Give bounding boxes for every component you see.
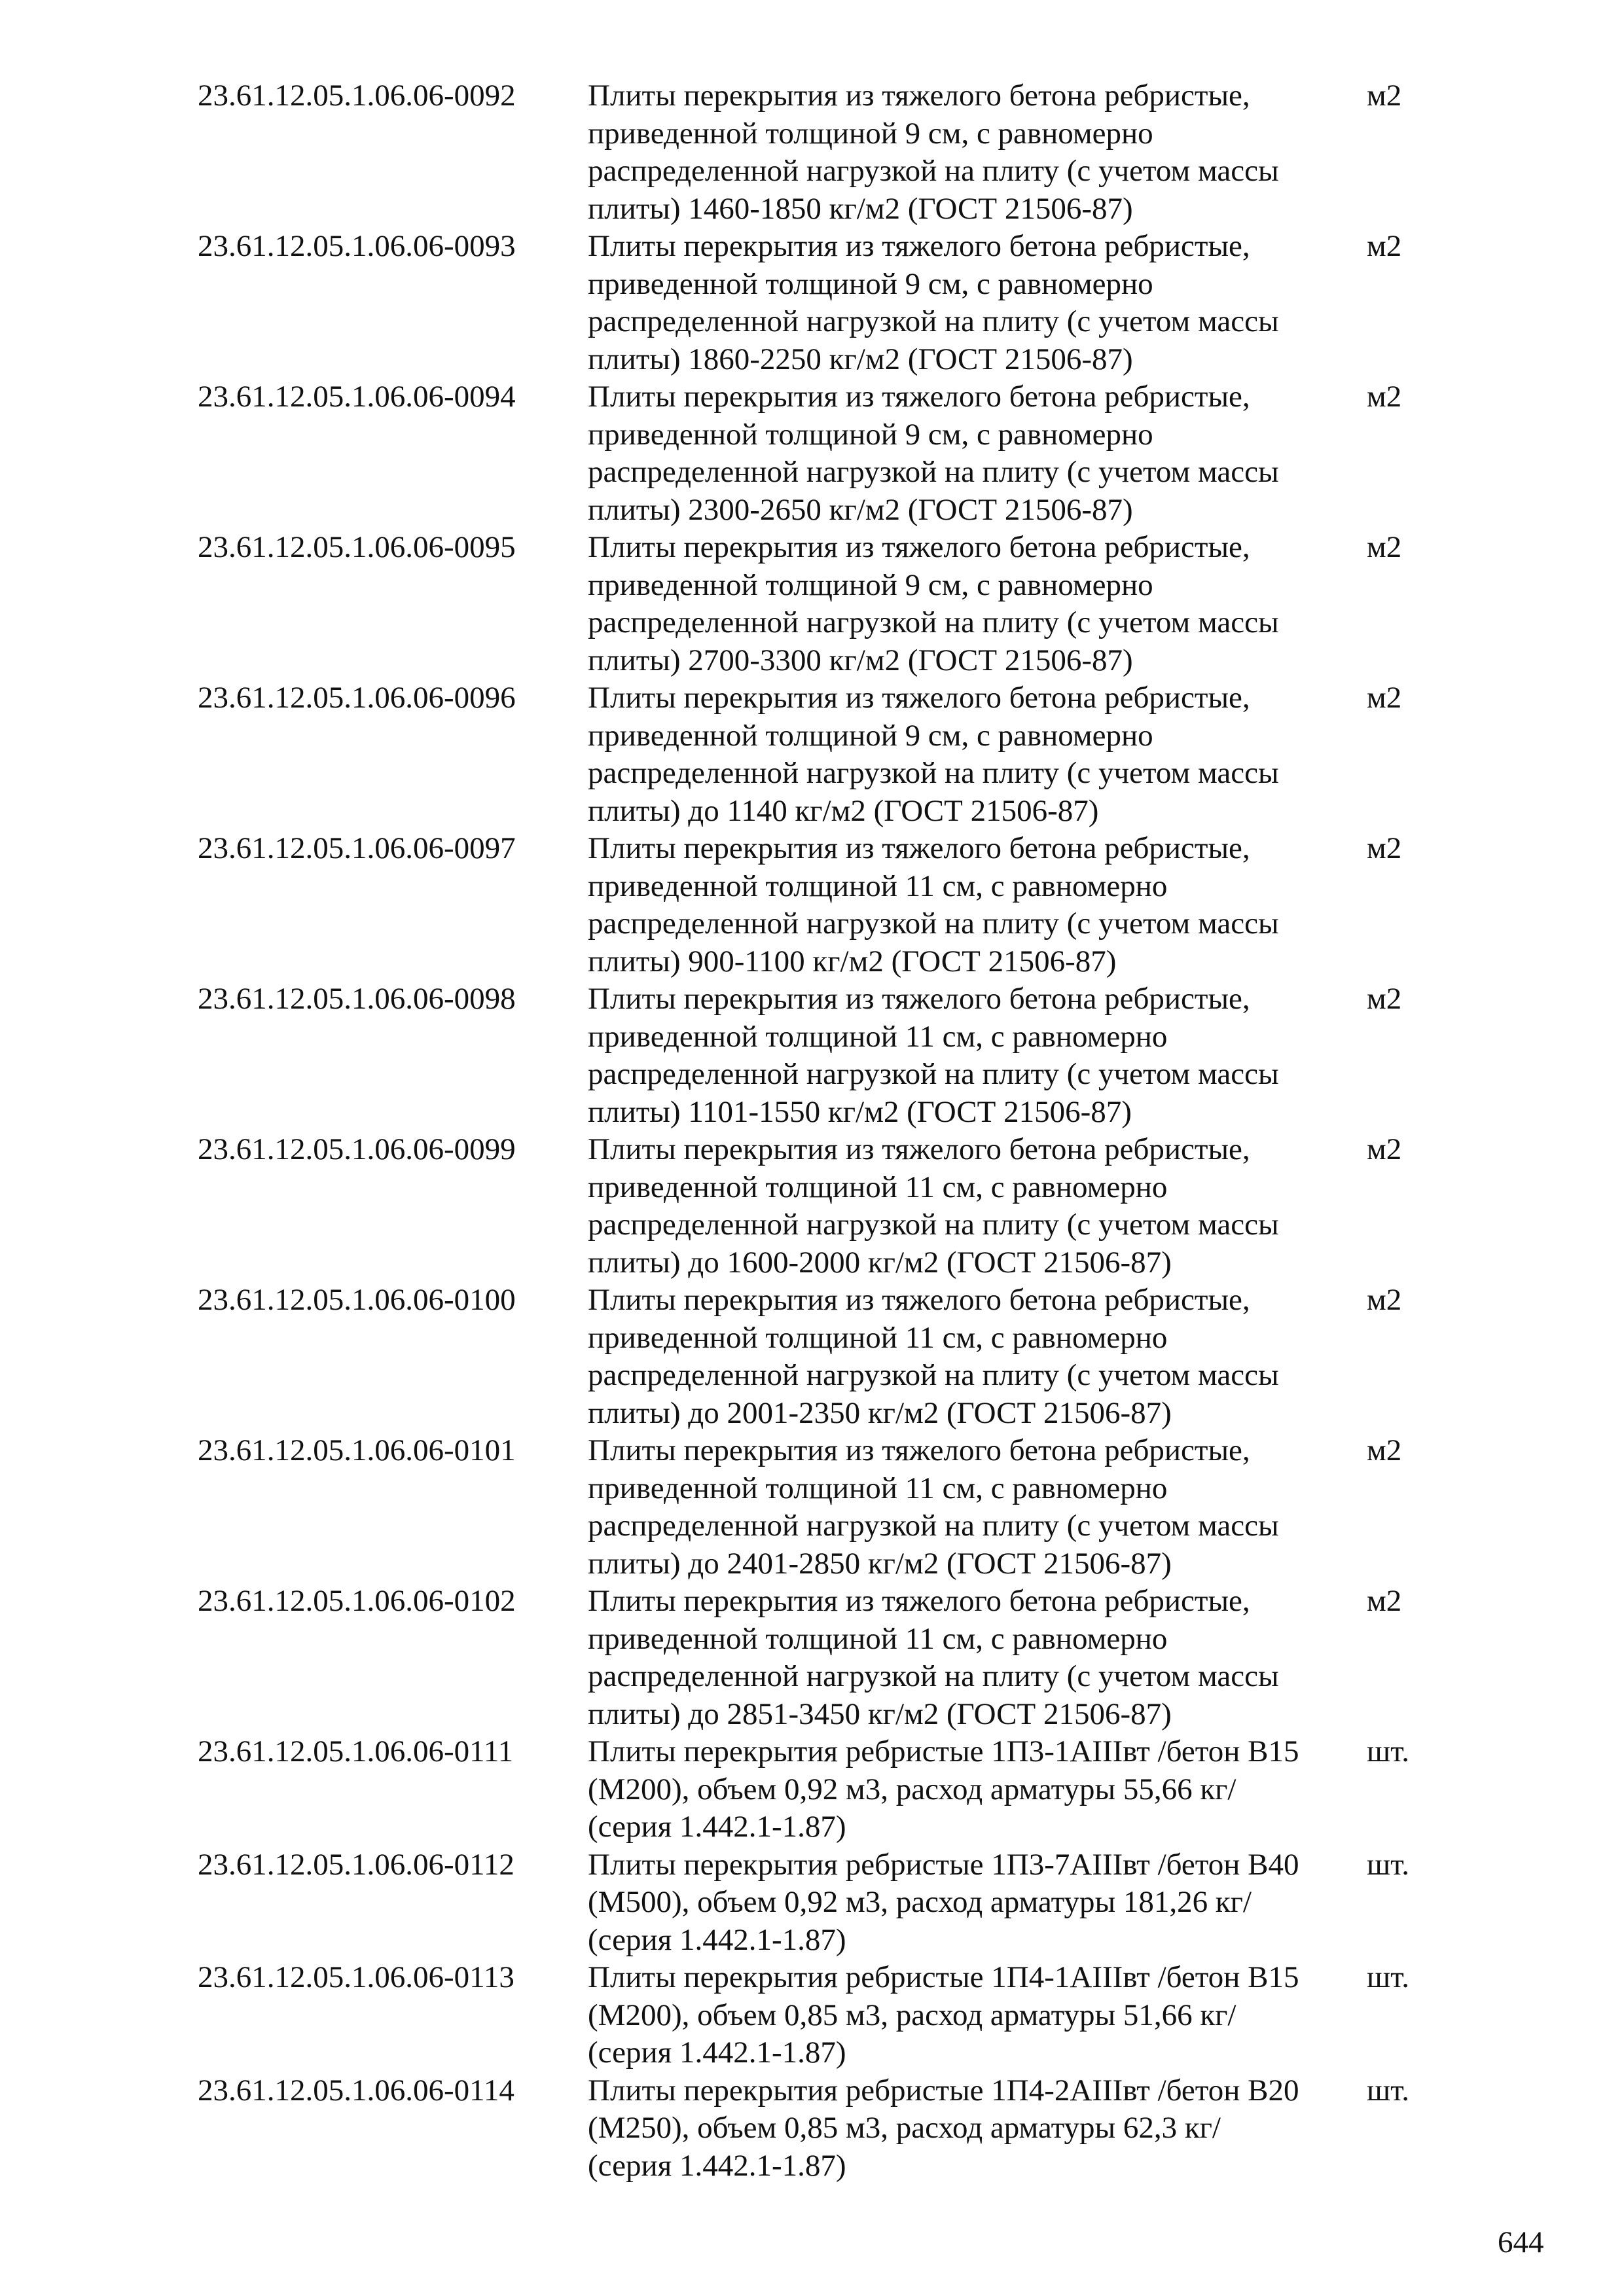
table-row — [198, 1846, 1428, 1960]
unit-of-measure: м2 — [1367, 530, 1402, 564]
description-line: плиты) 1460-1850 кг/м2 (ГОСТ 21506-87) — [588, 191, 1133, 226]
unit-of-measure: м2 — [1367, 831, 1402, 865]
resource-code: 23.61.12.05.1.06.06-0096 — [198, 681, 516, 715]
table-row — [198, 1959, 1428, 2072]
description-line: (серия 1.442.1-1.87) — [588, 1922, 846, 1957]
description-line: Плиты перекрытия из тяжелого бетона ребристые, — [588, 530, 1250, 564]
resource-code: 23.61.12.05.1.06.06-0100 — [198, 1283, 516, 1317]
description-line: распределенной нагрузкой на плиту (с учетом массы — [588, 1358, 1279, 1392]
table-row — [198, 1131, 1428, 1282]
resource-description — [588, 77, 1360, 228]
unit-of-measure: шт. — [1367, 1960, 1409, 1994]
description-line: Плиты перекрытия из тяжелого бетона ребристые, — [588, 1584, 1250, 1618]
description-line: плиты) до 1140 кг/м2 (ГОСТ 21506-87) — [588, 793, 1099, 828]
description-line: Плиты перекрытия ребристые 1П4-1АIIIвт /бетон В15 — [588, 1960, 1299, 1994]
resource-table — [198, 77, 1428, 2185]
unit-of-measure: шт. — [1367, 1734, 1409, 1768]
description-line: распределенной нагрузкой на плиту (с учетом массы — [588, 304, 1279, 338]
description-line: приведенной толщиной 9 см, с равномерно — [588, 417, 1153, 452]
resource-code: 23.61.12.05.1.06.06-0093 — [198, 229, 516, 263]
resource-description — [588, 1583, 1360, 1733]
description-line: Плиты перекрытия из тяжелого бетона ребристые, — [588, 831, 1250, 865]
resource-description — [588, 378, 1360, 529]
description-line: плиты) 900-1100 кг/м2 (ГОСТ 21506-87) — [588, 944, 1117, 978]
resource-description — [588, 980, 1360, 1131]
resource-description — [588, 228, 1360, 378]
unit-of-measure: м2 — [1367, 1433, 1402, 1467]
resource-description — [588, 830, 1360, 980]
table-row — [198, 1733, 1428, 1846]
description-line: распределенной нагрузкой на плиту (с учетом массы — [588, 605, 1279, 639]
description-line: приведенной толщиной 9 см, с равномерно — [588, 266, 1153, 301]
resource-description — [588, 2072, 1360, 2185]
table-row — [198, 529, 1428, 679]
table-row — [198, 1432, 1428, 1583]
description-line: Плиты перекрытия из тяжелого бетона ребристые, — [588, 1433, 1250, 1467]
table-row — [198, 980, 1428, 1131]
description-line: Плиты перекрытия из тяжелого бетона ребристые, — [588, 229, 1250, 263]
description-line: приведенной толщиной 11 см, с равномерно — [588, 1320, 1168, 1355]
description-line: (серия 1.442.1-1.87) — [588, 2148, 846, 2183]
unit-of-measure: м2 — [1367, 982, 1402, 1016]
table-row — [198, 228, 1428, 378]
description-line: Плиты перекрытия ребристые 1П4-2АIIIвт /бетон В20 — [588, 2073, 1299, 2108]
description-line: (серия 1.442.1-1.87) — [588, 2036, 846, 2070]
resource-description — [588, 1131, 1360, 1282]
description-line: приведенной толщиной 11 см, с равномерно — [588, 869, 1168, 903]
description-line: (серия 1.442.1-1.87) — [588, 1810, 846, 1844]
description-line: распределенной нагрузкой на плиту (с учетом массы — [588, 906, 1279, 941]
description-line: распределенной нагрузкой на плиту (с учетом массы — [588, 455, 1279, 489]
resource-description — [588, 1733, 1360, 1846]
unit-of-measure: шт. — [1367, 2073, 1409, 2108]
unit-of-measure: м2 — [1367, 1132, 1402, 1166]
description-line: плиты) до 2401-2850 кг/м2 (ГОСТ 21506-87) — [588, 1546, 1172, 1581]
description-line: приведенной толщиной 11 см, с равномерно — [588, 1019, 1168, 1054]
description-line: приведенной толщиной 11 см, с равномерно — [588, 1170, 1168, 1204]
description-line: (М500), объем 0,92 м3, расход арматуры 181,26 кг/ — [588, 1885, 1252, 1919]
page-number: 644 — [1498, 2225, 1544, 2259]
resource-code: 23.61.12.05.1.06.06-0099 — [198, 1132, 516, 1166]
description-line: плиты) 1860-2250 кг/м2 (ГОСТ 21506-87) — [588, 342, 1133, 376]
description-line: плиты) до 1600-2000 кг/м2 (ГОСТ 21506-87) — [588, 1245, 1172, 1280]
resource-code: 23.61.12.05.1.06.06-0111 — [198, 1734, 514, 1768]
unit-of-measure: м2 — [1367, 1283, 1402, 1317]
description-line: Плиты перекрытия ребристые 1П3-7АIIIвт /бетон В40 — [588, 1847, 1299, 1882]
description-line: плиты) до 2851-3450 кг/м2 (ГОСТ 21506-87) — [588, 1696, 1172, 1731]
resource-description — [588, 1959, 1360, 2072]
description-line: приведенной толщиной 9 см, с равномерно — [588, 567, 1153, 602]
description-line: плиты) 2300-2650 кг/м2 (ГОСТ 21506-87) — [588, 492, 1133, 527]
description-line: плиты) до 2001-2350 кг/м2 (ГОСТ 21506-87) — [588, 1395, 1172, 1430]
description-line: (М200), объем 0,85 м3, расход арматуры 51,66 кг/ — [588, 1998, 1236, 2032]
description-line: Плиты перекрытия из тяжелого бетона ребристые, — [588, 380, 1250, 414]
resource-description — [588, 1432, 1360, 1583]
table-row — [198, 830, 1428, 980]
unit-of-measure: м2 — [1367, 681, 1402, 715]
resource-description — [588, 1846, 1360, 1960]
unit-of-measure: шт. — [1367, 1847, 1409, 1882]
table-row — [198, 2072, 1428, 2185]
unit-of-measure: м2 — [1367, 1584, 1402, 1618]
resource-code: 23.61.12.05.1.06.06-0098 — [198, 982, 516, 1016]
resource-code: 23.61.12.05.1.06.06-0097 — [198, 831, 516, 865]
description-line: (М200), объем 0,92 м3, расход арматуры 55,66 кг/ — [588, 1772, 1236, 1806]
description-line: распределенной нагрузкой на плиту (с учетом массы — [588, 1509, 1279, 1543]
description-line: распределенной нагрузкой на плиту (с учетом массы — [588, 1057, 1279, 1091]
resource-description — [588, 679, 1360, 830]
description-line: распределенной нагрузкой на плиту (с учетом массы — [588, 1208, 1279, 1242]
description-line: распределенной нагрузкой на плиту (с учетом массы — [588, 1659, 1279, 1693]
table-row — [198, 1282, 1428, 1432]
description-line: Плиты перекрытия ребристые 1П3-1АIIIвт /бетон В15 — [588, 1734, 1299, 1768]
resource-code: 23.61.12.05.1.06.06-0113 — [198, 1960, 514, 1994]
description-line: Плиты перекрытия из тяжелого бетона ребристые, — [588, 1283, 1250, 1317]
resource-code: 23.61.12.05.1.06.06-0092 — [198, 79, 516, 113]
unit-of-measure: м2 — [1367, 79, 1402, 113]
description-line: Плиты перекрытия из тяжелого бетона ребристые, — [588, 1132, 1250, 1166]
resource-code: 23.61.12.05.1.06.06-0095 — [198, 530, 516, 564]
description-line: (М250), объем 0,85 м3, расход арматуры 62,3 кг/ — [588, 2111, 1221, 2145]
table-row — [198, 679, 1428, 830]
description-line: плиты) 1101-1550 кг/м2 (ГОСТ 21506-87) — [588, 1094, 1132, 1129]
resource-description — [588, 1282, 1360, 1432]
description-line: приведенной толщиной 9 см, с равномерно — [588, 116, 1153, 151]
resource-code: 23.61.12.05.1.06.06-0114 — [198, 2073, 514, 2108]
description-line: распределенной нагрузкой на плиту (с учетом массы — [588, 756, 1279, 790]
resource-code: 23.61.12.05.1.06.06-0102 — [198, 1584, 516, 1618]
description-line: распределенной нагрузкой на плиту (с учетом массы — [588, 154, 1279, 188]
description-line: Плиты перекрытия из тяжелого бетона ребристые, — [588, 79, 1250, 113]
table-row — [198, 1583, 1428, 1733]
unit-of-measure: м2 — [1367, 380, 1402, 414]
resource-code: 23.61.12.05.1.06.06-0101 — [198, 1433, 516, 1467]
description-line: Плиты перекрытия из тяжелого бетона ребристые, — [588, 982, 1250, 1016]
table-row — [198, 77, 1428, 228]
description-line: плиты) 2700-3300 кг/м2 (ГОСТ 21506-87) — [588, 643, 1133, 677]
description-line: Плиты перекрытия из тяжелого бетона ребристые, — [588, 681, 1250, 715]
resource-description — [588, 529, 1360, 679]
unit-of-measure: м2 — [1367, 229, 1402, 263]
description-line: приведенной толщиной 11 см, с равномерно — [588, 1471, 1168, 1505]
resource-code: 23.61.12.05.1.06.06-0112 — [198, 1847, 514, 1882]
table-row — [198, 378, 1428, 529]
resource-code: 23.61.12.05.1.06.06-0094 — [198, 380, 516, 414]
description-line: приведенной толщиной 11 см, с равномерно — [588, 1621, 1168, 1656]
description-line: приведенной толщиной 9 см, с равномерно — [588, 718, 1153, 753]
